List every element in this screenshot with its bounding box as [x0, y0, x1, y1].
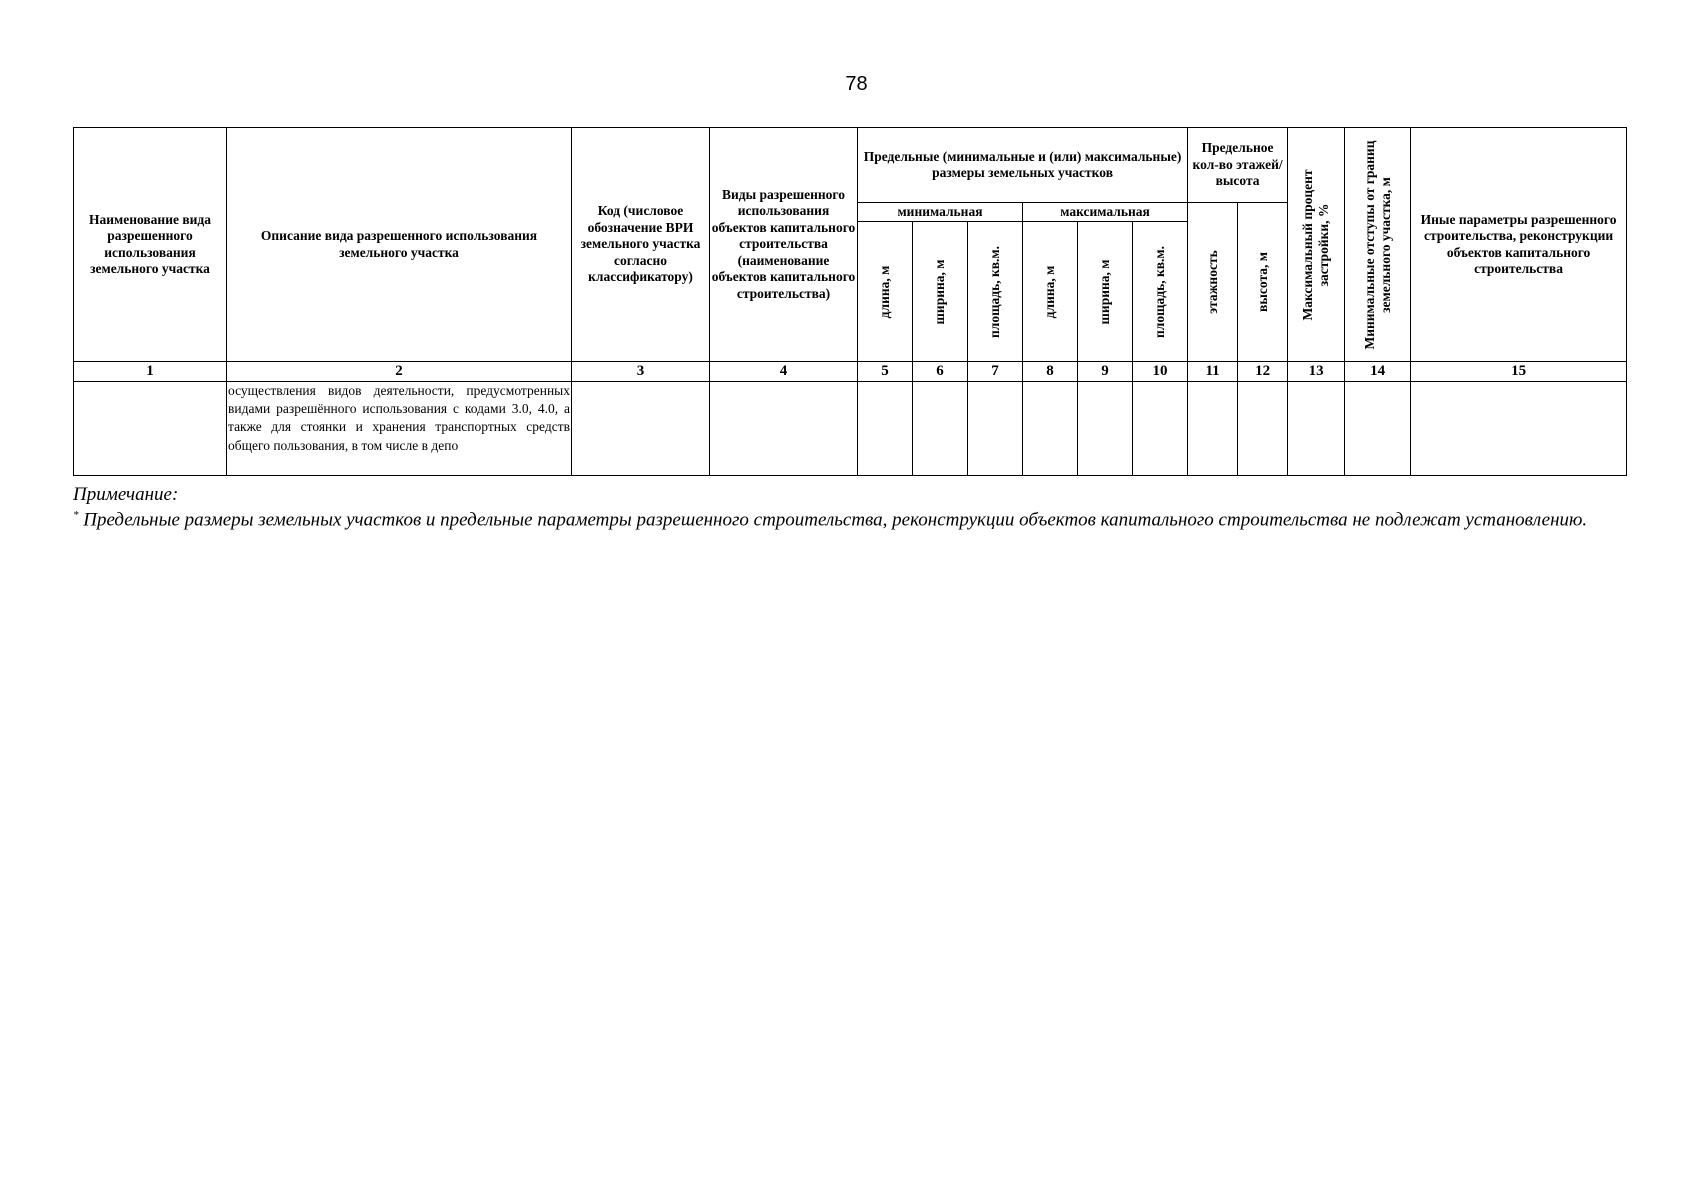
- column-number: 7: [968, 362, 1023, 382]
- header-floor-count-text: этажность: [1204, 250, 1220, 314]
- header-height: [1238, 203, 1288, 362]
- cell-description: [227, 382, 572, 476]
- header-min-width: [913, 222, 968, 362]
- column-number: 14: [1345, 362, 1411, 382]
- header-code: Код (числовое обозначение ВРИ земельного участка согласно классификатору): [572, 128, 710, 362]
- note-body: [73, 508, 1633, 533]
- column-number: 8: [1023, 362, 1078, 382]
- column-number: 13: [1288, 362, 1345, 382]
- cell-min-length: [858, 382, 913, 476]
- table-row: [74, 382, 1627, 476]
- column-number: 6: [913, 362, 968, 382]
- header-min-length-text: длина, м: [876, 265, 892, 318]
- column-number: 12: [1238, 362, 1288, 382]
- header-max-building-percent: [1288, 128, 1345, 362]
- cell-max-width: [1078, 382, 1133, 476]
- column-number: 1: [74, 362, 227, 382]
- header-plot-size-limits: Предельные (минимальные и (или) максимальные) размеры земельных участков: [858, 128, 1188, 203]
- header-description: Описание вида разрешенного использования земельного участка: [227, 128, 572, 362]
- land-use-table: [73, 127, 1627, 476]
- column-number: 3: [572, 362, 710, 382]
- column-number: 11: [1188, 362, 1238, 382]
- note-marker: *: [73, 508, 79, 521]
- header-max-area-text: площадь, кв.м.: [1151, 245, 1167, 338]
- header-floors-height: Предельное кол-во этажей/ высота: [1188, 128, 1288, 203]
- header-height-text: высота, м: [1254, 252, 1270, 312]
- header-min-width-text: ширина, м: [931, 259, 947, 324]
- header-max-width-text: ширина, м: [1096, 259, 1112, 324]
- cell-code: [572, 382, 710, 476]
- note-title: Примечание:: [73, 484, 179, 505]
- note-text: Предельные размеры земельных участков и предельные параметры разрешенного строительства, реконструкции объектов капитального строительства не подлежат установлению.: [83, 509, 1588, 531]
- header-minimum: минимальная: [858, 203, 1023, 222]
- column-number: 2: [227, 362, 572, 382]
- description-text: осуществления видов деятельности, предусмотренных видами разрешённого использования с кодами 3.0, 4.0, а также для стоянки и хранения транспортных средств общего пользования, в том числе в депо: [228, 383, 570, 453]
- header-max-area: [1133, 222, 1188, 362]
- column-number: 5: [858, 362, 913, 382]
- cell-min-width: [913, 382, 968, 476]
- cell-height: [1238, 382, 1288, 476]
- header-other-parameters: Иные параметры разрешенного строительства, реконструкции объектов капитального строительства: [1411, 128, 1627, 362]
- cell-floor-count: [1188, 382, 1238, 476]
- header-min-setbacks-text: Минимальные отступы от границ земельного участка, м: [1361, 140, 1393, 350]
- header-capital-construction-types: Виды разрешенного использования объектов капитального строительства (наименование объектов капитального строительства): [710, 128, 858, 362]
- header-land-use-name: Наименование вида разрешенного использования земельного участка: [74, 128, 227, 362]
- header-max-length: [1023, 222, 1078, 362]
- column-number: 10: [1133, 362, 1188, 382]
- header-max-building-percent-text: Максимальный процент застройки, %: [1299, 168, 1332, 321]
- column-number: 15: [1411, 362, 1627, 382]
- cell-setbacks: [1345, 382, 1411, 476]
- header-min-area-text: площадь, кв.м.: [986, 245, 1002, 338]
- cell-other-parameters: [1411, 382, 1627, 476]
- cell-max-area: [1133, 382, 1188, 476]
- header-min-length: [858, 222, 913, 362]
- cell-min-area: [968, 382, 1023, 476]
- page-number: 78: [845, 73, 868, 95]
- cell-building-percent: [1288, 382, 1345, 476]
- column-number: 4: [710, 362, 858, 382]
- header-min-setbacks: [1345, 128, 1411, 362]
- footnote: [73, 483, 1633, 533]
- header-min-area: [968, 222, 1023, 362]
- header-maximum: максимальная: [1023, 203, 1188, 222]
- cell-capital-types: [710, 382, 858, 476]
- column-numbers-row: [74, 362, 1627, 382]
- header-floor-count: [1188, 203, 1238, 362]
- header-max-length-text: длина, м: [1041, 265, 1057, 318]
- column-number: 9: [1078, 362, 1133, 382]
- cell-land-use-name: [74, 382, 227, 476]
- cell-max-length: [1023, 382, 1078, 476]
- header-max-width: [1078, 222, 1133, 362]
